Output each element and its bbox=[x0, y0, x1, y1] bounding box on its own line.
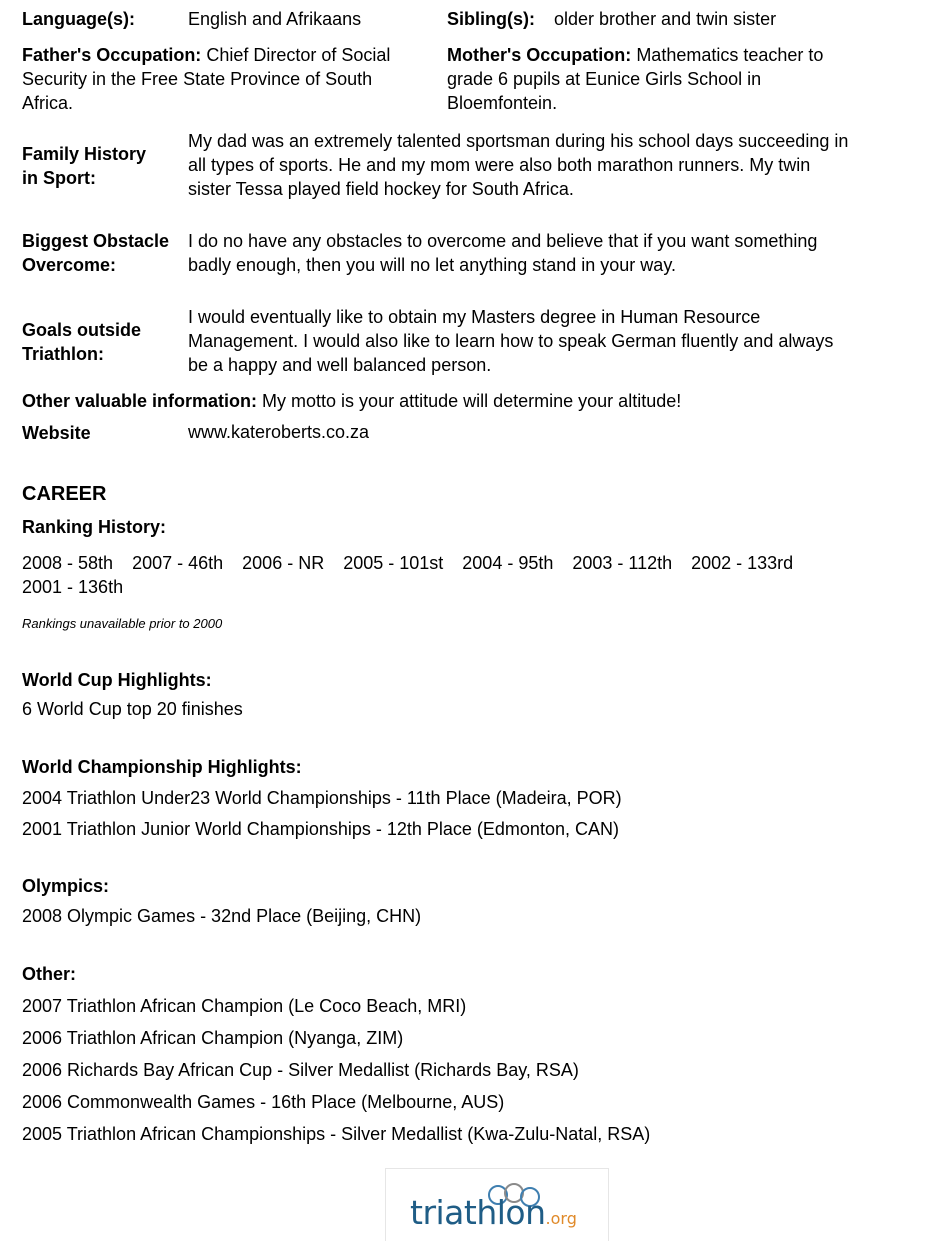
goals-line2: Management. I would also like to learn how to speak German fluently and always bbox=[188, 331, 834, 351]
logo-wordmark bbox=[410, 1195, 577, 1237]
family-history-label bbox=[22, 142, 146, 190]
father-line2: Security in the Free State Province of South bbox=[22, 69, 373, 89]
list-item: 2006 Richards Bay African Cup - Silver Medallist (Richards Bay, RSA) bbox=[22, 1060, 579, 1080]
ranking-item: 2003 - 112th bbox=[572, 553, 673, 573]
other-info-label: Other valuable information: bbox=[22, 391, 258, 411]
logo-brand-n: n bbox=[525, 1193, 546, 1232]
list-item: 6 World Cup top 20 finishes bbox=[22, 699, 243, 719]
ranking-item: 2007 - 46th bbox=[132, 553, 224, 573]
obstacle-label-line1: Biggest Obstacle bbox=[22, 231, 170, 251]
language-label: Language(s): bbox=[22, 9, 136, 29]
obstacle-label bbox=[22, 229, 169, 277]
sibling-value: older brother and twin sister bbox=[554, 9, 777, 29]
mother-line2: grade 6 pupils at Eunice Girls School in bbox=[447, 69, 762, 89]
mother-label: Mother's Occupation: bbox=[447, 45, 632, 65]
mother-line3: Bloemfontein. bbox=[447, 93, 558, 113]
goals-label-line1: Goals outside bbox=[22, 320, 142, 340]
ranking-item: 2001 - 136th bbox=[22, 577, 124, 597]
list-item: 2006 Commonwealth Games - 16th Place (Melbourne, AUS) bbox=[22, 1092, 505, 1112]
goals-label-line2: Triathlon: bbox=[22, 344, 104, 364]
family-history-text bbox=[188, 129, 908, 201]
other-info-value: My motto is your attitude will determine your altitude! bbox=[262, 391, 682, 411]
logo-brand-o: o bbox=[505, 1193, 526, 1232]
logo-suffix: .org bbox=[545, 1209, 577, 1228]
family-line2: all types of sports. He and my mom were also both marathon runners. My twin bbox=[188, 155, 811, 175]
ranking-heading: Ranking History: bbox=[22, 517, 167, 537]
mother-line1: Mathematics teacher to bbox=[636, 45, 824, 65]
list-item: 2005 Triathlon African Championships - Silver Medallist (Kwa-Zulu-Natal, RSA) bbox=[22, 1124, 651, 1144]
website-link[interactable]: www.kateroberts.co.za bbox=[188, 422, 370, 442]
father-line3: Africa. bbox=[22, 93, 74, 113]
list-item: 2006 Triathlon African Champion (Nyanga, ZIM) bbox=[22, 1028, 404, 1048]
family-label-line1: Family History bbox=[22, 144, 147, 164]
list-item: 2001 Triathlon Junior World Championships - 12th Place (Edmonton, CAN) bbox=[22, 819, 619, 839]
mother-occupation bbox=[447, 43, 927, 115]
ranking-list bbox=[22, 551, 812, 575]
logo-brand: triathl bbox=[410, 1193, 506, 1232]
ranking-item: 2005 - 101st bbox=[343, 553, 444, 573]
list-item: 2004 Triathlon Under23 World Championships - 11th Place (Madeira, POR) bbox=[22, 788, 622, 808]
list-item: 2007 Triathlon African Champion (Le Coco Beach, MRI) bbox=[22, 996, 467, 1016]
ranking-item: 2002 - 133rd bbox=[691, 553, 794, 573]
list-item: 2008 Olympic Games - 32nd Place (Beijing, CHN) bbox=[22, 906, 422, 926]
father-occupation bbox=[22, 43, 432, 115]
father-line1: Chief Director of Social bbox=[206, 45, 391, 65]
sibling-label: Sibling(s): bbox=[447, 9, 535, 29]
obstacle-line2: badly enough, then you will no let anything stand in your way. bbox=[188, 255, 676, 275]
goals-label bbox=[22, 318, 141, 366]
family-label-line2: in Sport: bbox=[22, 168, 96, 188]
obstacle-label-line2: Overcome: bbox=[22, 255, 117, 275]
olympics-heading: Olympics: bbox=[22, 876, 110, 896]
ranking-note: Rankings unavailable prior to 2000 bbox=[22, 616, 223, 631]
website-label: Website bbox=[22, 423, 91, 443]
ranking-item: 2006 - NR bbox=[242, 553, 325, 573]
goals-line3: be a happy and well balanced person. bbox=[188, 355, 492, 375]
ranking-item: 2004 - 95th bbox=[462, 553, 554, 573]
world-cup-heading: World Cup Highlights: bbox=[22, 670, 212, 690]
other-heading: Other: bbox=[22, 964, 76, 984]
obstacle-line1: I do no have any obstacles to overcome and believe that if you want something bbox=[188, 231, 818, 251]
ranking-item: 2008 - 58th bbox=[22, 553, 114, 573]
obstacle-text bbox=[188, 229, 908, 277]
father-label: Father's Occupation: bbox=[22, 45, 202, 65]
goals-text bbox=[188, 305, 908, 377]
other-info bbox=[22, 389, 681, 413]
goals-line1: I would eventually like to obtain my Masters degree in Human Resource bbox=[188, 307, 761, 327]
language-value: English and Afrikaans bbox=[188, 9, 362, 29]
triathlon-logo bbox=[385, 1168, 609, 1241]
family-line3: sister Tessa played field hockey for South Africa. bbox=[188, 179, 574, 199]
family-line1: My dad was an extremely talented sportsman during his school days succeeding in bbox=[188, 131, 849, 151]
world-championship-heading: World Championship Highlights: bbox=[22, 757, 302, 777]
career-heading: CAREER bbox=[22, 483, 107, 505]
